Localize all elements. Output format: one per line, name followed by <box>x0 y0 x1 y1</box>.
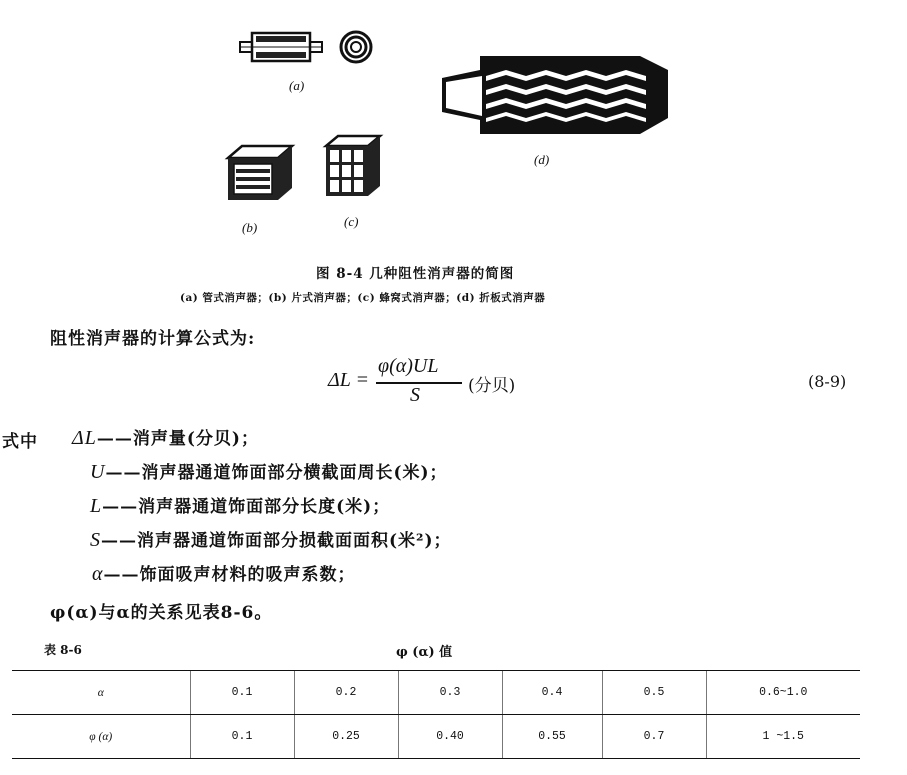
label-a: (a) <box>289 78 305 93</box>
definition-symbol: ΔL <box>72 427 97 449</box>
definitions-lead: 式中 <box>2 432 38 452</box>
table-cell: 0.40 <box>398 715 502 759</box>
relation-text: φ(α)与α的关系见表8-6。 <box>50 603 273 623</box>
table-cell: 0.6~1.0 <box>706 671 860 715</box>
figure-caption: 图 8-4 几种阻性消声器的简图 <box>316 266 515 282</box>
definition-text: 消声器通道饰面部分长度(米)； <box>138 497 391 517</box>
table-cell: 1 ~1.5 <box>706 715 860 759</box>
definition-row <box>90 526 452 552</box>
definition-text: 消声器通道饰面部分横截面周长(米)； <box>141 463 448 483</box>
definition-dash: —— <box>101 531 137 551</box>
table-cell: φ (α) <box>12 715 190 759</box>
definition-dash: —— <box>105 463 142 483</box>
pipe-cross-section-drawing <box>336 27 376 67</box>
formula-number: (8-9) <box>808 372 847 391</box>
table-cell: 0.4 <box>502 671 602 715</box>
table-title: φ (α) 值 <box>396 645 453 660</box>
definition-symbol: S <box>90 529 101 551</box>
table-label: 表 8-6 <box>44 643 82 657</box>
formula-numerator: φ(α)UL <box>378 355 439 377</box>
table-row <box>12 715 860 759</box>
folded-plate-silencer-drawing <box>440 48 670 143</box>
intro-text: 阻性消声器的计算公式为: <box>50 329 256 349</box>
phi-alpha-table <box>12 670 860 759</box>
definition-row <box>90 492 390 518</box>
definition-row <box>92 560 356 586</box>
table-row <box>12 671 860 715</box>
definition-text: 消声器通道饰面部分损截面面积(米²)； <box>137 531 452 551</box>
label-d: (d) <box>534 152 550 167</box>
label-b: (b) <box>242 220 258 235</box>
definition-row <box>90 458 448 484</box>
definition-text: 饰面吸声材料的吸声系数； <box>139 565 356 585</box>
definition-dash: —— <box>103 565 140 585</box>
definition-row <box>72 424 259 450</box>
definition-symbol: L <box>90 495 103 517</box>
definition-dash: —— <box>102 497 139 517</box>
table-cell: 0.25 <box>294 715 398 759</box>
table-cell: 0.7 <box>602 715 706 759</box>
table-cell: 0.1 <box>190 715 294 759</box>
definition-text: 消声量(分贝)； <box>132 429 259 449</box>
label-c: (c) <box>344 214 359 229</box>
definition-symbol: U <box>90 461 106 483</box>
definition-symbol: α <box>92 563 104 585</box>
table-cell: 0.2 <box>294 671 398 715</box>
formula-denominator: S <box>410 384 420 406</box>
formula-unit: (分贝) <box>468 376 516 396</box>
definition-dash: —— <box>96 429 133 449</box>
formula-lhs: ΔL = <box>328 369 369 391</box>
table-cell: 0.5 <box>602 671 706 715</box>
table-cell: 0.3 <box>398 671 502 715</box>
table-cell: α <box>12 671 190 715</box>
plate-silencer-drawing <box>224 142 296 204</box>
table-cell: 0.1 <box>190 671 294 715</box>
figure-subcaption: (a) 管式消声器；(b) 片式消声器；(c) 蜂窝式消声器；(d) 折板式消声器 <box>180 292 546 304</box>
pipe-silencer-drawing <box>236 28 326 68</box>
table-cell: 0.55 <box>502 715 602 759</box>
honeycomb-silencer-drawing <box>322 132 384 200</box>
